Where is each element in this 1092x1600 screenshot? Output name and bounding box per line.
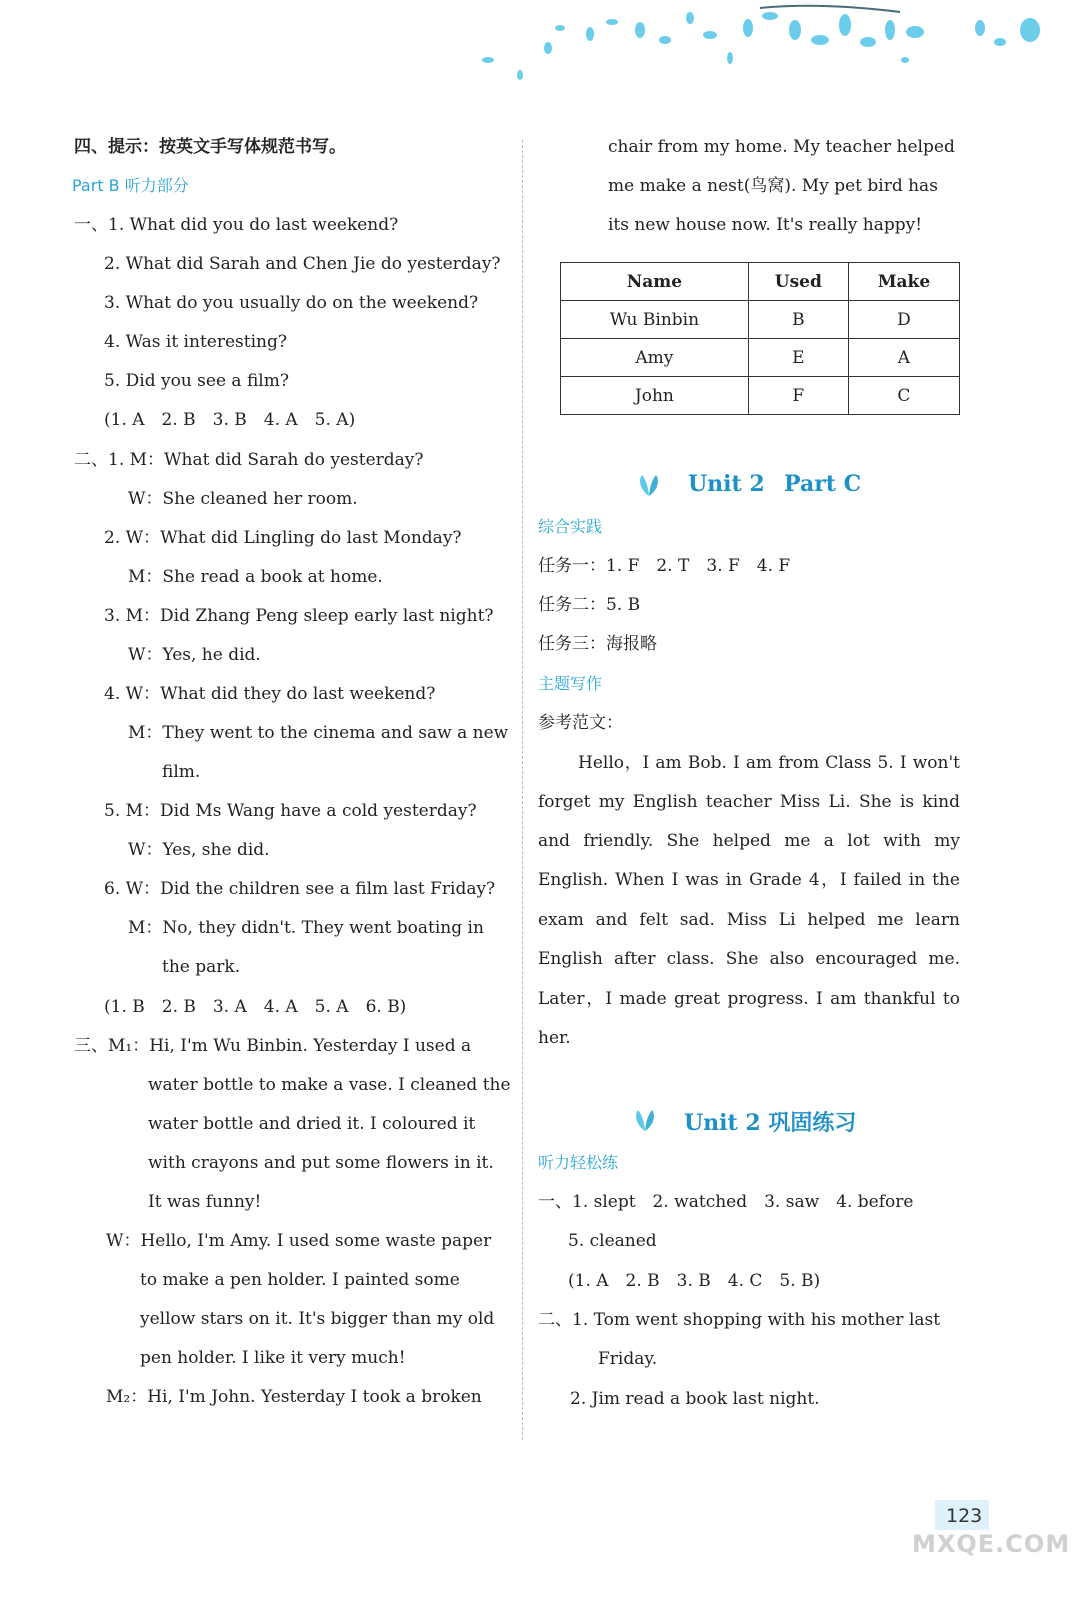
answer-line: 2. Jim read a book last night. — [570, 1389, 820, 1409]
table-cell: A — [848, 339, 959, 377]
table-cell: Wu Binbin — [561, 301, 749, 339]
answer-line: the park. — [162, 957, 241, 977]
answer-line: W：Yes, she did. — [128, 840, 270, 860]
answer-line: 6. W：Did the children see a film last Friday? — [104, 879, 496, 899]
answer-line: me make a nest(鸟窝). My pet bird has — [608, 176, 938, 196]
answer-line: 一、1. slept 2. watched 3. saw 4. before — [538, 1192, 914, 1212]
instruction-line: 四、提示：按英文手写体规范书写。 — [74, 137, 346, 157]
table-cell: F — [748, 377, 848, 415]
answer-line: W：She cleaned her room. — [128, 489, 358, 509]
table-header-cell: Used — [748, 263, 848, 301]
answer-line: W：Yes, he did. — [128, 645, 261, 665]
answer-line: 3. M：Did Zhang Peng sleep early last night? — [104, 606, 494, 626]
decorative-leaves-banner — [0, 0, 1092, 100]
table-header-cell: Make — [848, 263, 959, 301]
answer-line: 5. cleaned — [568, 1231, 657, 1251]
answer-line: with crayons and put some flowers in it. — [148, 1153, 494, 1173]
unit-title-consolidation: Unit 2 巩固练习 — [684, 1110, 857, 1136]
column-divider — [522, 140, 523, 1440]
watermark: MXQE.COM — [912, 1530, 1071, 1558]
answer-line: its new house now. It's really happy! — [608, 215, 923, 235]
answer-line: 三、M₁：Hi, I'm Wu Binbin. Yesterday I used a — [74, 1036, 472, 1056]
answer-line: 任务三：海报略 — [538, 634, 657, 654]
leaf-icon — [632, 1107, 658, 1133]
table-row — [561, 301, 960, 339]
section-header-part-b: Part B 听力部分 — [72, 176, 189, 195]
answer-line: film. — [162, 762, 201, 782]
essay-line: Hello，I am Bob. I am from Class 5. I won't — [578, 753, 960, 773]
answer-key-line: (1. A 2. B 3. B 4. A 5. A) — [104, 410, 356, 430]
answer-line: 一、1. What did you do last weekend? — [74, 215, 399, 235]
essay-line: and friendly. She helped me a lot with my — [538, 831, 960, 851]
answer-line: pen holder. I like it very much! — [140, 1348, 406, 1368]
essay-line: Later，I made great progress. I am thankful to — [538, 989, 960, 1009]
answer-key-line: (1. B 2. B 3. A 4. A 5. A 6. B) — [104, 997, 407, 1017]
answer-line: M：She read a book at home. — [128, 567, 383, 587]
answer-line: 2. W：What did Lingling do last Monday? — [104, 528, 462, 548]
table-cell: John — [561, 377, 749, 415]
page-number: 123 — [946, 1505, 983, 1527]
answer-line: M₂：Hi, I'm John. Yesterday I took a broken — [106, 1387, 482, 1407]
answer-line: 二、1. M：What did Sarah do yesterday? — [74, 450, 424, 470]
section-header-practice: 综合实践 — [538, 517, 603, 536]
section-header-listening: 听力轻松练 — [538, 1153, 619, 1172]
answer-line: 任务二：5. B — [538, 595, 641, 615]
answer-line: 2. What did Sarah and Chen Jie do yesterday? — [104, 254, 501, 274]
answer-table — [560, 262, 960, 415]
answer-line: Friday. — [598, 1349, 658, 1369]
section-header-writing: 主题写作 — [538, 674, 603, 693]
answer-line: 4. W：What did they do last weekend? — [104, 684, 436, 704]
unit-title-unit2: Unit 2 — [688, 471, 765, 497]
answer-line: to make a pen holder. I painted some — [140, 1270, 460, 1290]
table-row — [561, 377, 960, 415]
answer-line: yellow stars on it. It's bigger than my old — [140, 1309, 495, 1329]
table-header-row — [561, 263, 960, 301]
answer-line: M：They went to the cinema and saw a new — [128, 723, 509, 743]
answer-line: water bottle and dried it. I coloured it — [148, 1114, 476, 1134]
essay-line: forget my English teacher Miss Li. She is kind — [538, 792, 960, 812]
essay-line: exam and felt sad. Miss Li helped me learn — [538, 910, 960, 930]
leaf-icon — [636, 472, 662, 498]
answer-line: 4. Was it interesting? — [104, 332, 287, 352]
answer-line: M：No, they didn't. They went boating in — [128, 918, 484, 938]
essay-line: her. — [538, 1028, 571, 1048]
essay-line: English after class. She also encouraged me. — [538, 949, 960, 969]
essay-line: English. When I was in Grade 4，I failed in the — [538, 870, 960, 890]
unit-title-part-c: Part C — [784, 471, 862, 497]
answer-line: 二、1. Tom went shopping with his mother last — [538, 1310, 941, 1330]
answer-line: chair from my home. My teacher helped — [608, 137, 955, 157]
answer-line: 任务一：1. F 2. T 3. F 4. F — [538, 556, 791, 576]
answer-line: water bottle to make a vase. I cleaned the — [148, 1075, 511, 1095]
answer-line: It was funny! — [148, 1192, 262, 1212]
answer-line: 参考范文： — [538, 713, 623, 733]
answer-key-line: (1. A 2. B 3. B 4. C 5. B) — [568, 1271, 821, 1291]
table-cell: E — [748, 339, 848, 377]
answer-line: W：Hello, I'm Amy. I used some waste paper — [106, 1231, 492, 1251]
table-cell: B — [748, 301, 848, 339]
table-cell: D — [848, 301, 959, 339]
table-row — [561, 339, 960, 377]
table-cell: Amy — [561, 339, 749, 377]
table-header-cell: Name — [561, 263, 749, 301]
answer-line: 5. Did you see a film? — [104, 371, 289, 391]
answer-line: 5. M：Did Ms Wang have a cold yesterday? — [104, 801, 477, 821]
table-cell: C — [848, 377, 959, 415]
answer-line: 3. What do you usually do on the weekend? — [104, 293, 479, 313]
